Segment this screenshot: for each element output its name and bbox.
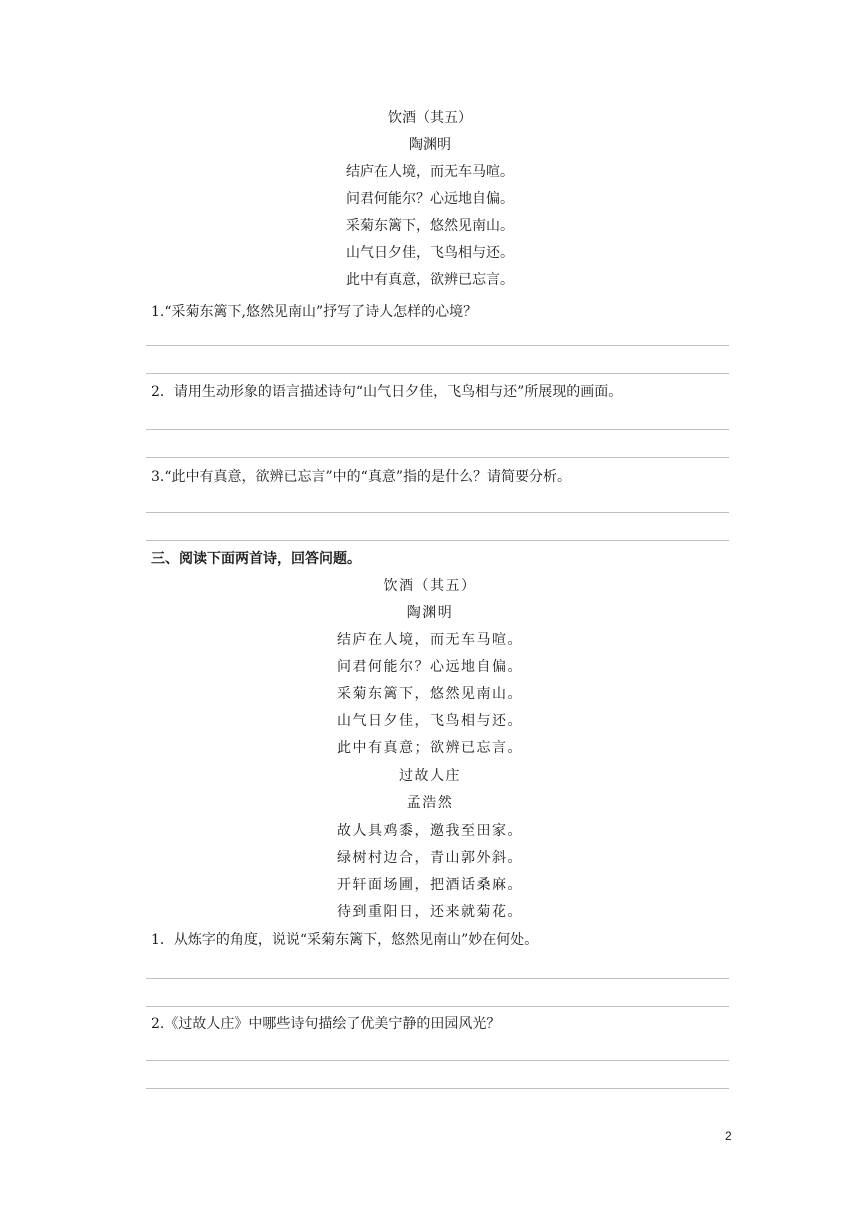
question-text: 2.《过故人庄》中哪些诗句描绘了优美宁静的田园风光？ xyxy=(151,1016,501,1032)
poem-line: 山气日夕佳，飞鸟相与还。 xyxy=(346,245,514,261)
answer-line[interactable] xyxy=(146,978,729,979)
poem-line: 结庐在人境，而无车马喧。 xyxy=(337,632,523,648)
answer-line[interactable] xyxy=(146,373,729,374)
poem-line: 开轩面场圃，把酒话桑麻。 xyxy=(337,877,523,893)
poem-line: 问君何能尔？心远地自偏。 xyxy=(337,659,523,675)
answer-line[interactable] xyxy=(146,1060,729,1061)
poem-title: 饮酒（其五） xyxy=(388,110,472,126)
page-number: 2 xyxy=(725,1129,732,1143)
answer-line[interactable] xyxy=(146,1006,729,1007)
poem-line: 采菊东篱下，悠然见南山。 xyxy=(337,686,523,702)
poem-line: 此中有真意；欲辨已忘言。 xyxy=(337,740,523,756)
poem-title: 过故人庄 xyxy=(399,768,461,784)
answer-line[interactable] xyxy=(146,1088,729,1089)
answer-line[interactable] xyxy=(146,512,729,513)
poem-author: 孟浩然 xyxy=(406,795,454,811)
poem-line: 故人具鸡黍，邀我至田家。 xyxy=(337,823,523,839)
answer-line[interactable] xyxy=(146,457,729,458)
poem-line: 待到重阳日，还来就菊花。 xyxy=(337,904,523,920)
poem-author: 陶渊明 xyxy=(406,605,454,621)
poem-line: 结庐在人境，而无车马喧。 xyxy=(346,164,514,180)
poem-line: 绿树村边合，青山郭外斜。 xyxy=(337,850,523,866)
poem-author: 陶渊明 xyxy=(409,137,451,153)
question-text: 3.“此中有真意，欲辨已忘言”中的“真意”指的是什么？请简要分析。 xyxy=(151,469,571,485)
poem-line: 采菊东篱下，悠然见南山。 xyxy=(346,218,514,234)
question-text: 1.“采菊东篱下,悠然见南山”抒写了诗人怎样的心境？ xyxy=(151,304,478,320)
question-text: 1．从炼字的角度，说说“采菊东篱下，悠然见南山”妙在何处。 xyxy=(151,932,539,948)
poem-title: 饮酒（其五） xyxy=(383,578,477,594)
poem-line: 此中有真意，欲辨已忘言。 xyxy=(346,272,514,288)
poem-line: 山气日夕佳，飞鸟相与还。 xyxy=(337,713,523,729)
answer-line[interactable] xyxy=(146,429,729,430)
section-heading: 三、阅读下面两首诗，回答问题。 xyxy=(151,551,361,567)
answer-line[interactable] xyxy=(146,540,729,541)
poem-line: 问君何能尔？心远地自偏。 xyxy=(346,191,514,207)
answer-line[interactable] xyxy=(146,345,729,346)
question-text: 2．请用生动形象的语言描述诗句“山气日夕佳，飞鸟相与还”所展现的画面。 xyxy=(151,384,623,400)
